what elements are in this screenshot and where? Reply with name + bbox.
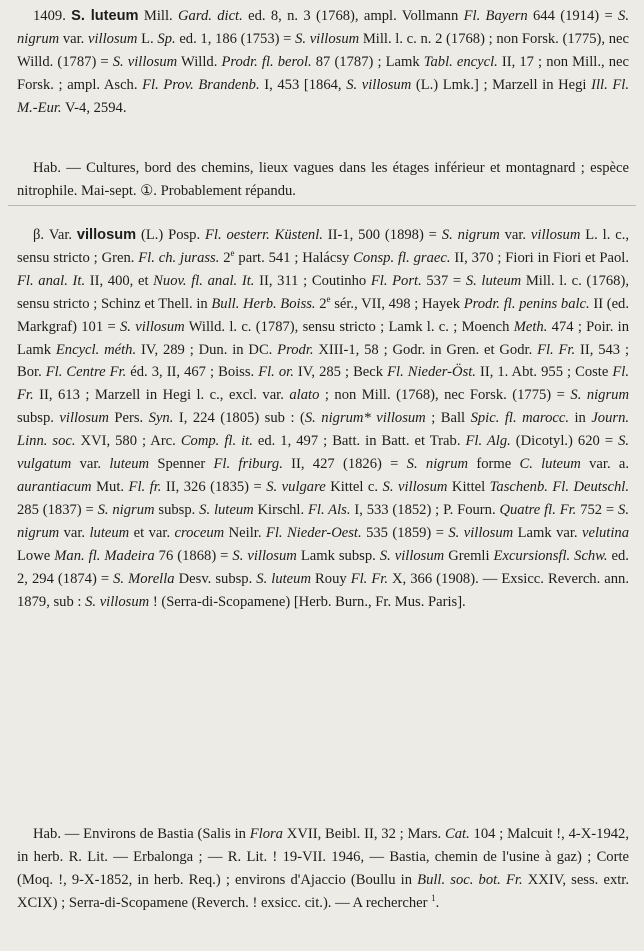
variety-synonymy: (L.) Posp. Fl. oesterr. Küstenl. II-1, 500 (1898) = S. nigrum var. villosum L. l. c., sensu stricto ; Gren. Fl. ch. jurass. 2e part. 541 ; Halácsy Consp. fl. graec. II, 370 ; Fiori in Fiori et Paol. Fl. anal. It. II, 400, et Nuov. fl. anal. It. II, 311 ; Coutinho Fl. Port. 537 = S. luteum Mill. l. c. (1768), sensu stricto ; Schinz et Thell. in Bull. Herb. Boiss. 2e sér., VII, 498 ; Hayek Prodr. fl. penins balc. II (ed. Markgraf) 101 = S. villosum Willd. l. c. (1787), sensu stricto ; Lamk l. c. ; Moench Meth. 474 ; Poir. in Lamk Encycl. méth. IV, 289 ; Dun. in DC. Prodr. XIII-1, 58 ; Godr. in Gren. et Godr. Fl. Fr. II, 543 ; Bor. Fl. Centre Fr. éd. 3, II, 467 ; Boiss. Fl. or. IV, 285 ; Beck Fl. Nieder-Öst. II, 1. Abt. 955 ; Coste Fl. Fr. II, 613 ; Marzell in Hegi l. c., excl. var. alato ; non Mill. (1768), nec Forsk. (1775) = S. nigrum subsp. villosum Pers. Syn. I, 224 (1805) sub : (S. nigrum* villosum ; Ball Spic. fl. marocc. in Journ. Linn. soc. XVI, 580 ; Arc. Comp. fl. it. ed. 1, 497 ; Batt. in Batt. et Trab. Fl. Alg. (Dicotyl.) 620 = S. vulgatum var. luteum Spenner Fl. friburg. II, 427 (1826) = S. nigrum forme C. luteum var. a. aurantiacum Mut. Fl. fr. II, 326 (1835) = S. vulgare Kittel c. S. villosum Kittel Taschenb. Fl. Deutschl. 285 (1837) = S. nigrum subsp. S. luteum Kirschl. Fl. Als. I, 533 (1852) ; P. Fourn. Quatre fl. Fr. 752 = S. nigrum var. luteum et var. croceum Neilr. Fl. Nieder-Oest. 535 (1859) = S. villosum Lamk var. velutina Lowe Man. fl. Madeira 76 (1868) = S. villosum Lamk subsp. S. villosum Gremli Excursionsfl. Schw. ed. 2, 294 (1874) = S. Morella Desv. subsp. S. luteum Rouy Fl. Fr. X, 366 (1908). — Exsicc. Reverch. ann. 1879, sub : S. villosum ! (Serra-di-Scopamene) [Herb. Burn., Fr. Mus. Paris].: [17, 227, 630, 610]
species-synonymy: Mill. Gard. dict. ed. 8, n. 3 (1768), ampl. Vollmann Fl. Bayern 644 (1914) = S. nigrum var. villosum L. Sp. ed. 1, 186 (1753) = S. villosum Mill. l. c. n. 2 (1768) ; non Forsk. (1775), nec Willd. (1787) = S. villosum Willd. Prodr. fl. berol. 87 (1787) ; Lamk Tabl. encycl. II, 17 ; non Mill., nec Forsk. ; ampl. Asch. Fl. Prov. Brandenb. I, 453 [1864, S. villosum (L.) Lmk.] ; Marzell in Hegi Ill. Fl. M.-Eur. V-4, 2594.: [17, 8, 629, 116]
habitat-species: Hab. — Cultures, bord des chemins, lieux vagues dans les étages inférieur et montagnard ; espèce nitrophile. Mai-sept. ①. Probablement répandu.: [17, 160, 629, 199]
habitat-variety: Hab. — Environs de Bastia (Salis in Flora XVII, Beibl. II, 32 ; Mars. Cat. 104 ; Malcuit !, 4-X-1942, in herb. R. Lit. — Erbalonga ; — R. Lit. ! 19-VII. 1946, — Bastia, chemin de l'usine à gaz) ; Corte (Moq. !, 9-X-1852, in herb. Req.) ; environs d'Ajaccio (Boullu in Bull. soc. bot. Fr. XXIV, sess. extr. XCIX) ; Serra-di-Scopamene (Reverch. ! exsicc. cit.). — A rechercher $^1$.: [17, 826, 630, 911]
species-name: S. luteum: [71, 8, 139, 24]
entry-number: 1409.: [33, 8, 66, 24]
variety-prefix: β. Var.: [33, 227, 73, 243]
variety-entry: [17, 224, 629, 613]
species-entry: [17, 5, 629, 120]
section-divider: [8, 205, 636, 206]
variety-name: villosum: [76, 227, 137, 243]
